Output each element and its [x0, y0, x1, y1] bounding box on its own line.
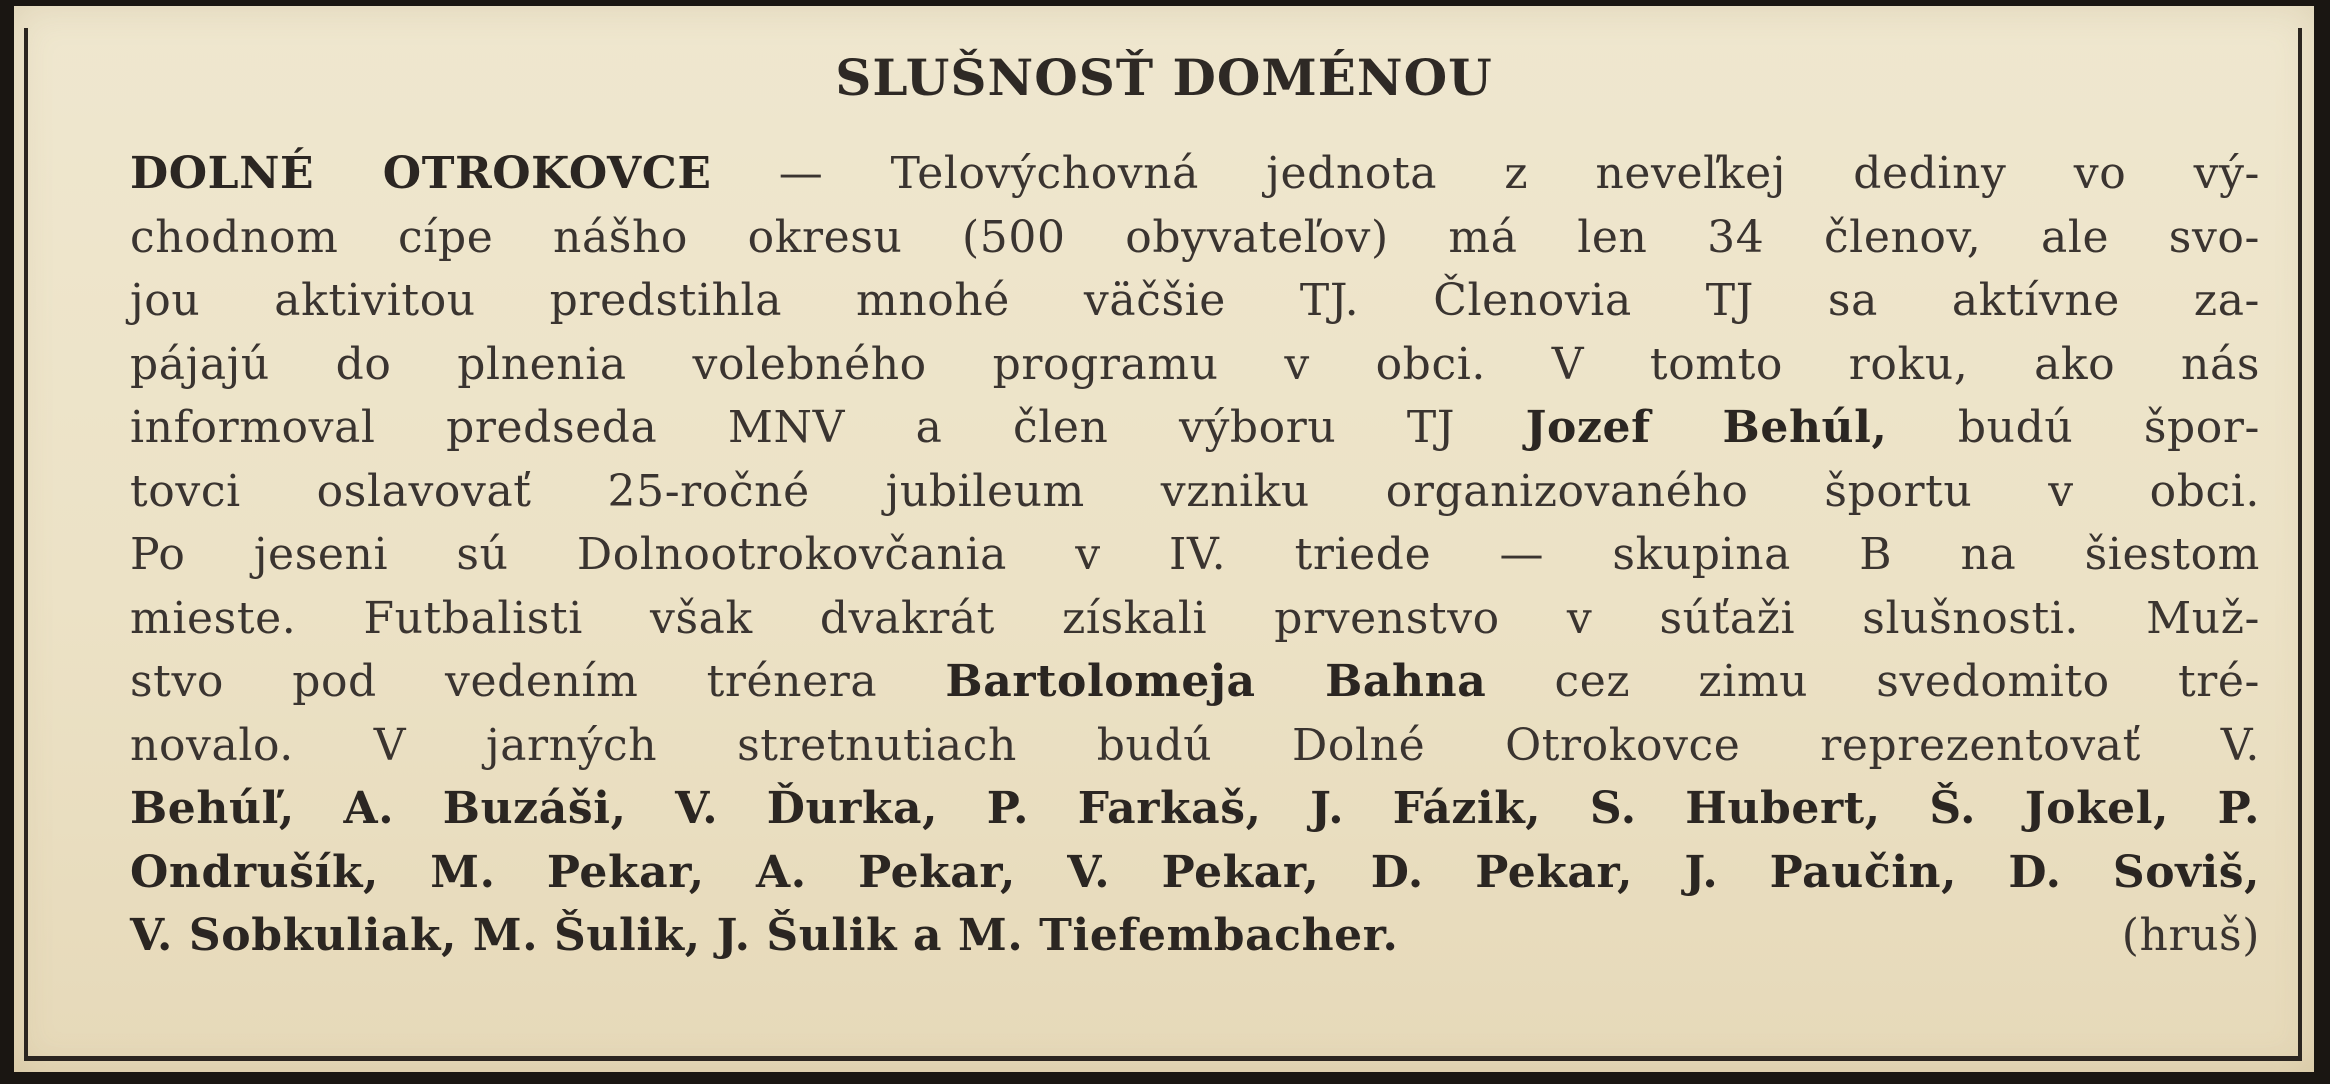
article-line: [130, 587, 2260, 651]
text-run: budú špor-: [1887, 402, 2260, 453]
text-run: stvo pod vedením trénera: [130, 656, 946, 707]
bold-text-run: Jozef Behúl,: [1525, 402, 1888, 453]
right-border-rule: [2298, 28, 2302, 1058]
text-run: tovci oslavovať 25-ročné jubileum vzniku organizovaného športu v obci.: [130, 465, 2260, 517]
text-run: informoval predseda MNV a člen výboru TJ: [130, 402, 1526, 453]
text-run: cez zimu svedomito tré-: [1486, 656, 2260, 707]
text-run: mieste. Futbalisti však dvakrát získali prvenstvo v súťaži slušnosti. Muž-: [130, 592, 2260, 644]
bold-text-run: Behúľ, A. Buzáši, V. Ďurka, P. Farkaš, J. Fázik, S. Hubert, Š. Jokel, P.: [130, 783, 2260, 834]
text-run: jou aktivitou predstihla mnohé väčšie TJ. Členovia TJ sa aktívne za-: [130, 275, 2260, 326]
left-border-rule: [24, 28, 28, 1058]
text-run: Po jeseni sú Dolnootrokovčania v IV. triede — skupina B na šiestom: [130, 529, 2260, 580]
article-line: [130, 841, 2260, 905]
article-line: [130, 142, 2260, 206]
article-line: [130, 714, 2260, 778]
text-run: novalo. V jarných stretnutiach budú Dolné Otrokovce reprezentovať V.: [130, 719, 2260, 771]
article-line: [130, 333, 2260, 397]
author-signature: (hruš): [2121, 910, 2260, 961]
text-run: pájajú do plnenia volebného programu v obci. V tomto roku, ako nás: [130, 338, 2260, 390]
article-line: [130, 777, 2260, 841]
newspaper-clipping: [14, 6, 2314, 1072]
bold-text-run: V. Sobkuliak, M. Šulik, J. Šulik a M. Tiefembacher.: [130, 910, 1399, 961]
article-line: [130, 650, 2260, 714]
bottom-border-rule: [24, 1056, 2302, 1061]
bold-text-run: Bartolomeja Bahna: [945, 656, 1487, 707]
article-line: [130, 396, 2260, 460]
bold-text-run: DOLNÉ OTROKOVCE: [130, 148, 712, 199]
article-body: [130, 142, 2260, 968]
text-run: — Telovýchovná jednota z neveľkej dediny vo vý-: [711, 148, 2260, 199]
article-line: [130, 460, 2260, 524]
article-line: [130, 523, 2260, 587]
article-line: [130, 206, 2260, 270]
text-run: chodnom cípe nášho okresu (500 obyvateľov) má len 34 členov, ale svo-: [130, 211, 2260, 263]
headline: SLUŠNOSŤ DOMÉNOU: [835, 48, 1493, 107]
article-line: [130, 904, 2260, 968]
bold-text-run: Ondrušík, M. Pekar, A. Pekar, V. Pekar, D. Pekar, J. Paučin, D. Soviš,: [130, 846, 2260, 898]
article-line: [130, 269, 2260, 333]
